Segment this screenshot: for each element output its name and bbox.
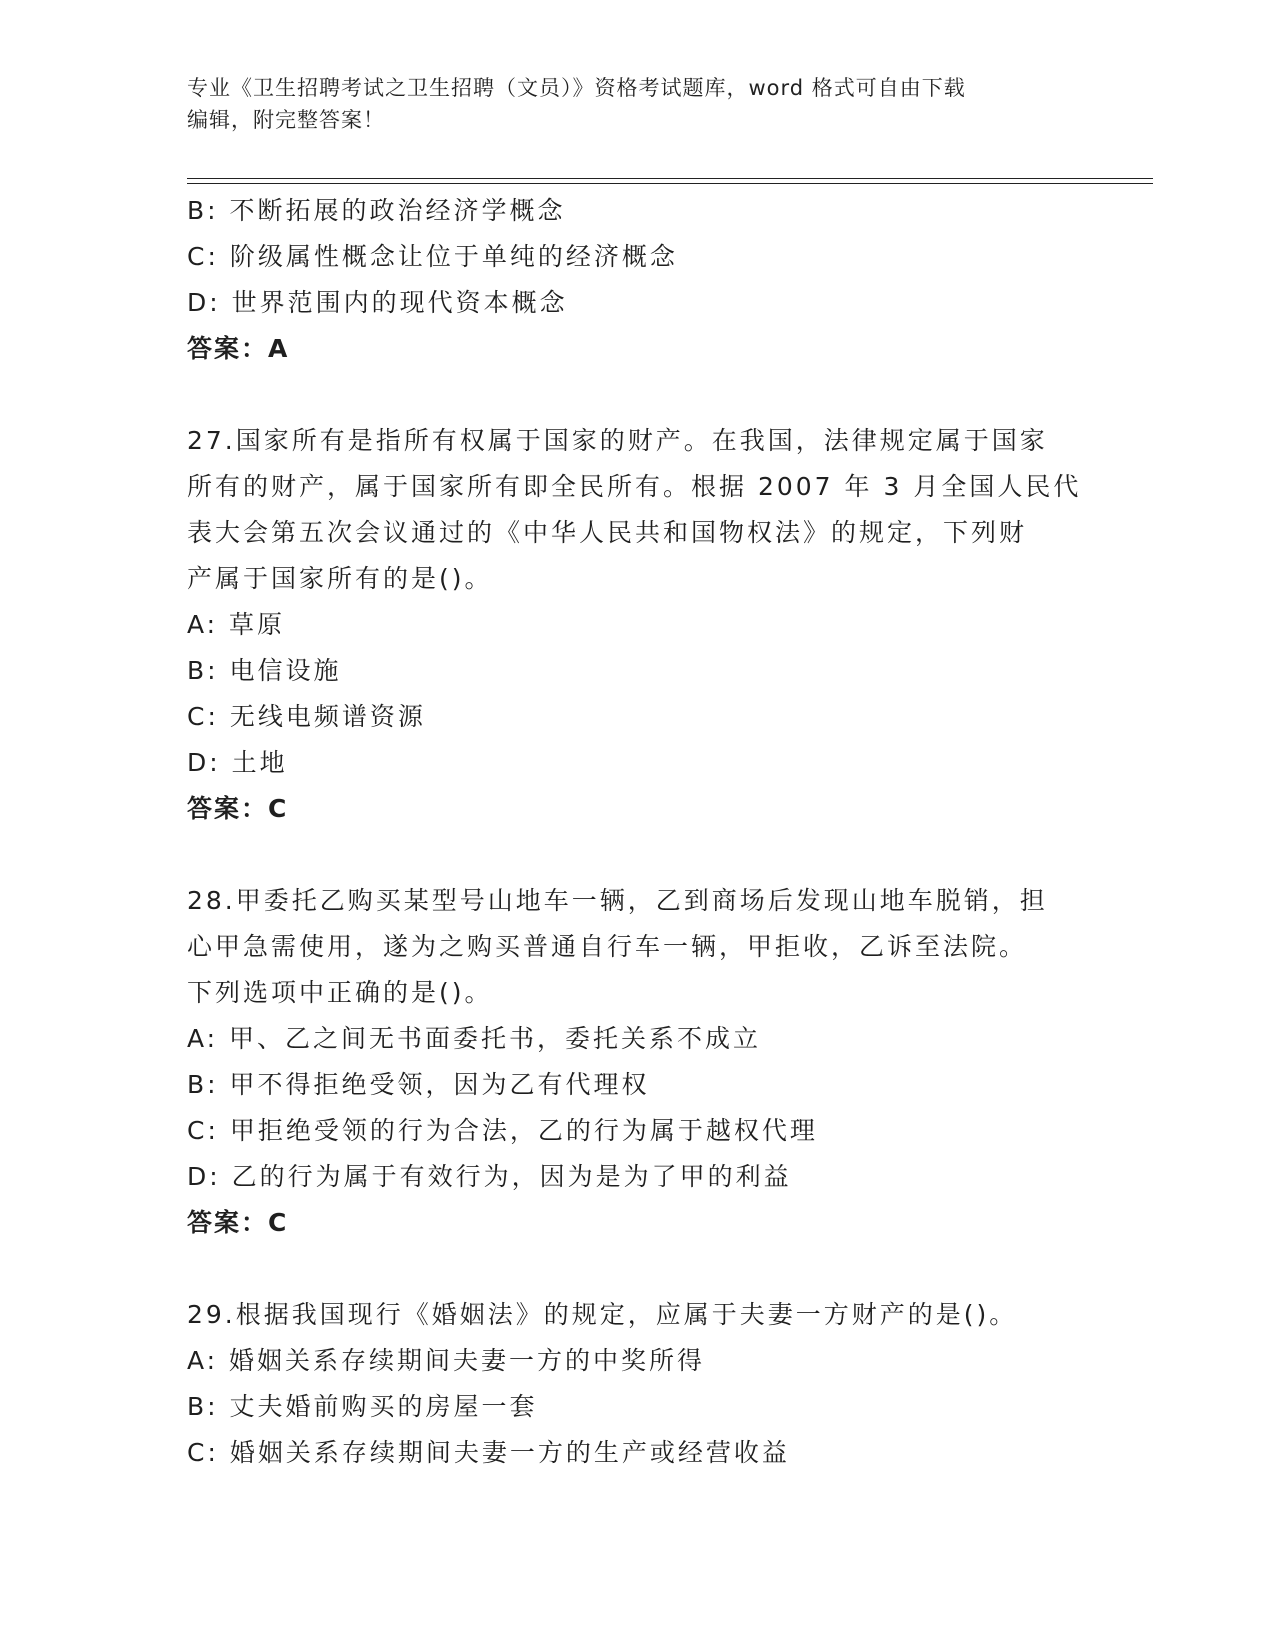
header-rule-bottom xyxy=(187,183,1153,184)
question-content xyxy=(187,188,1087,1476)
option-b: B: 不断拓展的政治经济学概念 xyxy=(187,196,566,225)
answer-line: 答案：C xyxy=(187,794,289,823)
option-b: B: 电信设施 xyxy=(187,656,342,685)
option-d: D: 乙的行为属于有效行为，因为是为了甲的利益 xyxy=(187,1162,792,1191)
question-28 xyxy=(187,878,1087,1246)
document-header xyxy=(187,72,1067,136)
option-c: C: 无线电频谱资源 xyxy=(187,702,426,731)
question-text-line: 所有的财产，属于国家所有即全民所有。根据 2007 年 3 月全国人民代 xyxy=(187,472,1082,501)
header-line-1: 专业《卫生招聘考试之卫生招聘（文员）》资格考试题库，word 格式可自由下载 xyxy=(187,76,966,100)
option-c: C: 阶级属性概念让位于单纯的经济概念 xyxy=(187,242,678,271)
question-text-line: 下列选项中正确的是()。 xyxy=(187,978,493,1007)
option-c: C: 甲拒绝受领的行为合法，乙的行为属于越权代理 xyxy=(187,1116,818,1145)
spacer xyxy=(187,372,1087,418)
question-29 xyxy=(187,1292,1087,1476)
question-26 xyxy=(187,188,1087,372)
option-a: A: 婚姻关系存续期间夫妻一方的中奖所得 xyxy=(187,1346,706,1375)
option-a: A: 草原 xyxy=(187,610,286,639)
option-b: B: 甲不得拒绝受领，因为乙有代理权 xyxy=(187,1070,650,1099)
option-d: D: 世界范围内的现代资本概念 xyxy=(187,288,568,317)
question-text-line: 29.根据我国现行《婚姻法》的规定，应属于夫妻一方财产的是()。 xyxy=(187,1300,1018,1329)
option-d: D: 土地 xyxy=(187,748,288,777)
question-27 xyxy=(187,418,1087,832)
option-b: B: 丈夫婚前购买的房屋一套 xyxy=(187,1392,538,1421)
option-a: A: 甲、乙之间无书面委托书，委托关系不成立 xyxy=(187,1024,762,1053)
answer-line: 答案：C xyxy=(187,1208,289,1237)
spacer xyxy=(187,1246,1087,1292)
header-rule-top xyxy=(187,178,1153,179)
option-c: C: 婚姻关系存续期间夫妻一方的生产或经营收益 xyxy=(187,1438,790,1467)
question-text-line: 28.甲委托乙购买某型号山地车一辆，乙到商场后发现山地车脱销，担 xyxy=(187,886,1048,915)
spacer xyxy=(187,832,1087,878)
question-text-line: 心甲急需使用，遂为之购买普通自行车一辆，甲拒收，乙诉至法院。 xyxy=(187,932,1028,961)
header-line-2: 编辑，附完整答案！ xyxy=(187,108,385,132)
question-text-line: 27.国家所有是指所有权属于国家的财产。在我国，法律规定属于国家 xyxy=(187,426,1048,455)
question-text-line: 表大会第五次会议通过的《中华人民共和国物权法》的规定，下列财 xyxy=(187,518,1028,547)
answer-line: 答案：A xyxy=(187,334,290,363)
question-text-line: 产属于国家所有的是()。 xyxy=(187,564,493,593)
